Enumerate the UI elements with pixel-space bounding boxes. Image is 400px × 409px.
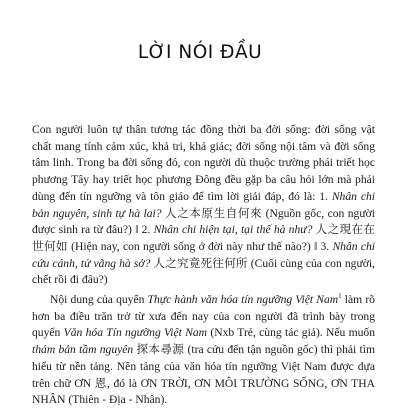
p1-text-1: Con người luôn tự thân tương tác đồng thời ba đời sống: đời sống vật chất mang tính cảm xúc, khả tri, khả giác; đời sống nội tâm và đời sống tâm linh. Trong ba đời sống đó, con người dù thuộc trường phái triết học phương Tây hay triết học phương Đông đều gặp ba câu hỏi lớn mà phải dùng đến tín ngưỡng và tôn giáo để tìm lời giải đáp, đó là: 1. xyxy=(32,123,375,203)
p2-text-5: , đó là ƠN TRỜI, ƠN MÔI TRƯỜNG SỐNG, ƠN THA NHÂN (Thiên - Địa - Nhân). xyxy=(32,376,375,407)
p1-text-3: (Hiện nay, con người sống ở đời này như thế nào?) ‖ 3. xyxy=(71,239,333,253)
chinese-phrase-1: 人之本原生自何來 xyxy=(161,206,266,220)
page-title: LỜI NÓI ĐẦU xyxy=(137,42,263,63)
paragraph-2 xyxy=(32,292,375,409)
question-2: Nhân chi hiện tại, tại thế hà như? xyxy=(153,223,313,237)
book-title-1: Thực hành văn hóa tín ngưỡng Việt Nam xyxy=(147,293,339,307)
p1-text-2: (Nguồn gốc, con người được sinh ra từ đâu?) ‖ 2. xyxy=(32,206,375,237)
body-text xyxy=(32,122,375,409)
chinese-char-on: 恩 xyxy=(94,376,108,390)
footnote-marker[interactable]: 1 xyxy=(338,292,342,301)
chinese-phrase-3: 人之究竟死往何所 xyxy=(150,256,251,270)
question-3: Nhân chi cứu cánh, tử vãng hà sở? xyxy=(32,239,376,270)
p2-text-2: làm rõ hơn ba điều trăn trở từ xưa đến nay của con người đã trình bày trong quyển xyxy=(32,293,375,340)
book-title-2: Văn hóa Tín ngưỡng Việt Nam xyxy=(63,326,208,340)
p2-text-4: (tra cứu đến tận nguồn gốc) thì phải tìm hiểu từ nền tảng. Nền tảng của văn hóa tín ngưỡng Việt Nam được dựa trên chữ ƠN xyxy=(32,343,375,390)
chinese-phrase-2: 人之現在在世何如 xyxy=(32,223,375,253)
italic-phrase: thám bản tầm nguyên xyxy=(32,343,134,357)
p2-text-1: Nội dung của quyển xyxy=(50,293,148,307)
p1-text-4: (Cuối cùng của con người, chết rồi đi đâu?) xyxy=(32,256,375,287)
chinese-phrase-4: 探本尋源 xyxy=(133,343,188,357)
question-1: Nhân chi bản nguyên, sinh tự hà lai? xyxy=(32,189,375,220)
paragraph-1 xyxy=(32,122,375,289)
p2-text-3: (Nxb Trẻ, cùng tác giả). Nếu muốn xyxy=(207,326,376,340)
